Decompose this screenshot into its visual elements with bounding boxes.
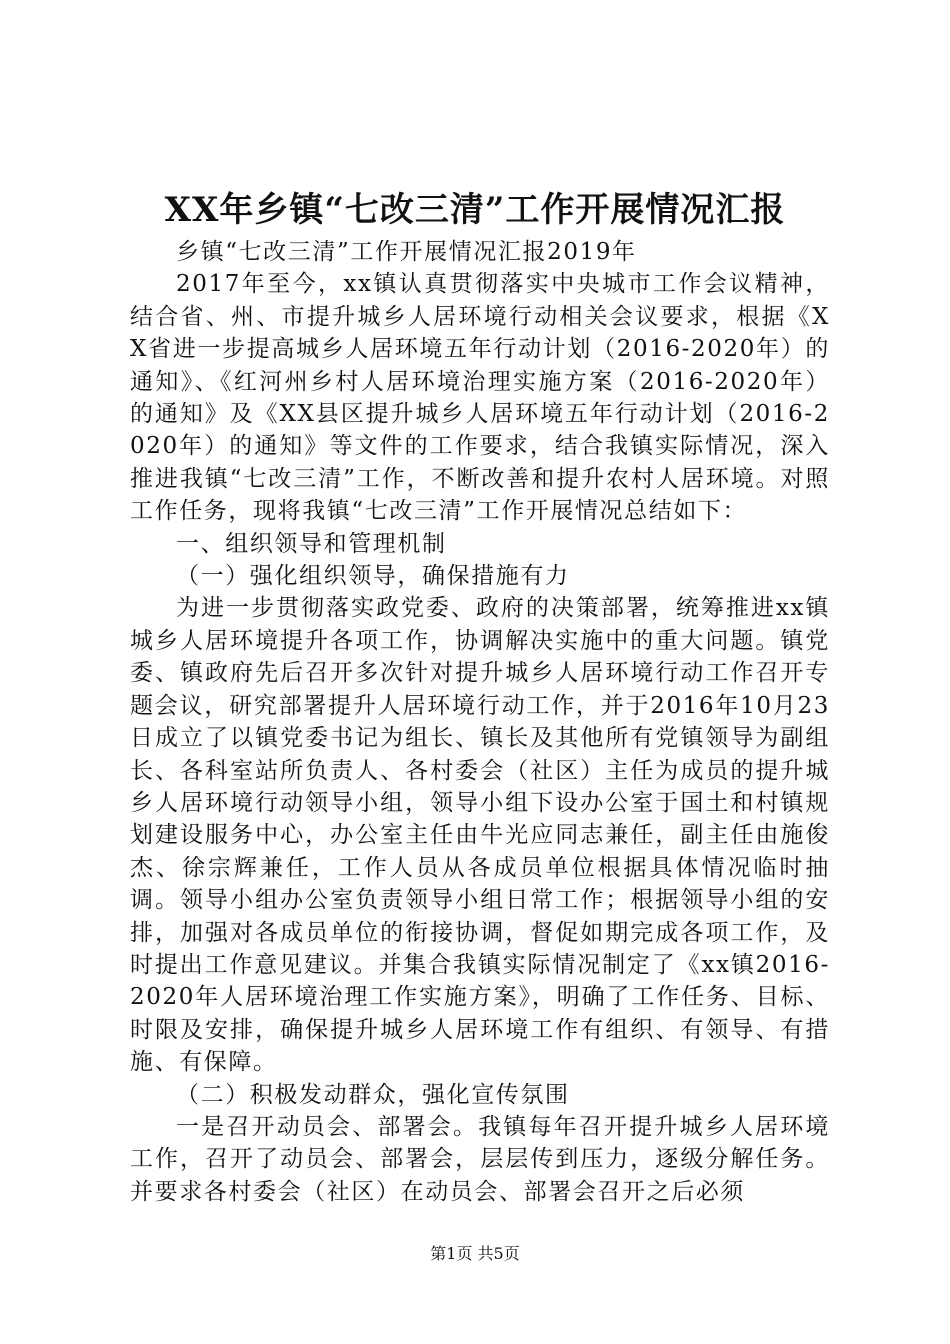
- section-heading: 一、组织领导和管理机制: [176, 530, 447, 557]
- document-body: [130, 236, 830, 1208]
- subtitle-paragraph: 乡镇“七改三清”工作开展情况汇报2019年: [176, 239, 637, 265]
- intro-paragraph: 2017年至今，xx镇认真贯彻落实中央城市工作会议精神，结合省、州、市提升城乡人居环境行动相关会议要求，根据《XX省进一步提高城乡人居环境五年行动计划（2016-2020年）的通知》、《红河州乡村人居环境治理实施方案（2016-2020年）的通知》及《XX县区提升城乡人居环境五年行动计划（2016-2020年）的通知》等文件的工作要求，结合我镇实际情况，深入推进我镇“七改三清”工作，不断改善和提升农村人居环境。对照工作任务，现将我镇“七改三清”工作开展情况总结如下：: [130, 271, 830, 525]
- subsection-heading: （二）积极发动群众，强化宣传氛围: [176, 1081, 570, 1108]
- subsection-heading: （一）强化组织领导，确保措施有力: [176, 563, 570, 590]
- page-footer: 第1页 共5页: [430, 1244, 520, 1263]
- document-title: XX年乡镇“七改三清”工作开展情况汇报: [164, 190, 786, 230]
- body-paragraph: 一是召开动员会、部署会。我镇每年召开提升城乡人居环境工作，召开了动员会、部署会，层层传到压力，逐级分解任务。并要求各村委会（社区）在动员会、部署会召开之后必须: [130, 1113, 830, 1205]
- body-paragraph: 为进一步贯彻落实政党委、政府的决策部署，统筹推进xx镇城乡人居环境提升各项工作，协调解决实施中的重大问题。镇党委、镇政府先后召开多次针对提升城乡人居环境行动工作召开专题会议，研究部署提升人居环境行动工作，并于2016年10月23日成立了以镇党委书记为组长、镇长及其他所有党镇领导为副组长、各科室站所负责人、各村委会（社区）主任为成员的提升城乡人居环境行动领导小组，领导小组下设办公室于国土和村镇规划建设服务中心，办公室主任由牛光应同志兼任，副主任由施俊杰、徐宗辉兼任，工作人员从各成员单位根据具体情况临时抽调。领导小组办公室负责领导小组日常工作；根据领导小组的安排，加强对各成员单位的衔接协调，督促如期完成各项工作，及时提出工作意见建议。并集合我镇实际情况制定了《xx镇2016-2020年人居环境治理工作实施方案》，明确了工作任务、目标、时限及安排，确保提升城乡人居环境工作有组织、有领导、有措施、有保障。: [130, 595, 830, 1076]
